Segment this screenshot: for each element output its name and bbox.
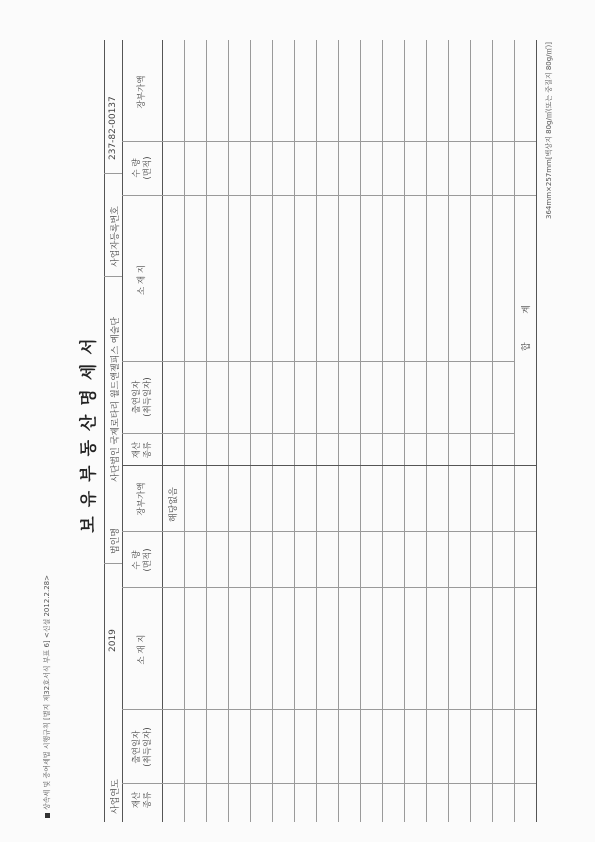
row-line xyxy=(448,40,449,822)
regulation-text: 상속세 및 증여세법 시행규칙 [별지 제32호서식 부표 6] <신설 2012.2.28> xyxy=(43,575,51,810)
row-line xyxy=(426,40,427,822)
row-line xyxy=(228,40,229,822)
regno-label: 사업자등록번호 xyxy=(111,206,121,267)
col-location-right: 소 재 지 xyxy=(137,264,147,296)
row-line xyxy=(206,40,207,822)
table-top-border xyxy=(104,40,105,822)
square-bullet-icon xyxy=(45,813,50,818)
row-line xyxy=(250,40,251,822)
header-row-border xyxy=(162,40,163,822)
info-sep xyxy=(104,563,122,564)
col-type-left: 재산 종류 xyxy=(132,791,153,809)
asset-form xyxy=(38,40,558,822)
regno-value: 237-82-00137 xyxy=(108,96,118,160)
row-line xyxy=(184,40,185,822)
none-note: 해당없음 xyxy=(169,487,179,522)
col-contrib-date-right: 출연일자 (취득일자) xyxy=(132,377,153,417)
col-sep xyxy=(122,361,514,362)
col-quantity-left: 수 량 (면적) xyxy=(132,548,153,572)
col-sep xyxy=(122,195,536,196)
row-line xyxy=(360,40,361,822)
col-quantity-right: 수 량 (면적) xyxy=(132,156,153,180)
info-sep xyxy=(104,173,122,174)
row-line xyxy=(492,40,493,822)
total-label: 합 계 xyxy=(522,305,532,351)
col-sep xyxy=(122,531,536,532)
row-line xyxy=(470,40,471,822)
corp-value: 사단법인 국제로타리 월드앤젤피스 예술단 xyxy=(111,316,121,482)
row-line xyxy=(272,40,273,822)
col-sep xyxy=(122,709,536,710)
col-sep xyxy=(122,783,536,784)
regulation-line xyxy=(42,575,52,818)
year-value: 2019 xyxy=(108,629,118,652)
row-line xyxy=(514,40,515,822)
row-line xyxy=(294,40,295,822)
col-location-left: 소 재 지 xyxy=(137,634,147,665)
col-sep xyxy=(122,433,514,434)
info-sep xyxy=(104,276,122,277)
col-sep xyxy=(122,141,536,142)
group-divider xyxy=(122,465,536,466)
col-book-value-right: 장부가액 xyxy=(137,75,147,109)
row-line xyxy=(404,40,405,822)
corp-label: 법인명 xyxy=(111,527,121,554)
col-contrib-date-left: 출연일자 (취득일자) xyxy=(132,727,153,767)
col-book-value-left: 장부가액 xyxy=(137,482,147,516)
row-line xyxy=(316,40,317,822)
row-line xyxy=(338,40,339,822)
year-label: 사업연도 xyxy=(111,779,121,814)
col-type-right: 재산 종류 xyxy=(132,441,153,459)
col-sep xyxy=(122,587,536,588)
page-title: 보유부동산명세서 xyxy=(79,329,99,533)
table-bottom-border xyxy=(536,40,537,822)
row-line xyxy=(382,40,383,822)
info-row-border xyxy=(122,40,123,822)
paper-note: 364mm×257mm[백상지 80g/㎡(또는 중질지 80g/㎡)] xyxy=(545,42,553,219)
